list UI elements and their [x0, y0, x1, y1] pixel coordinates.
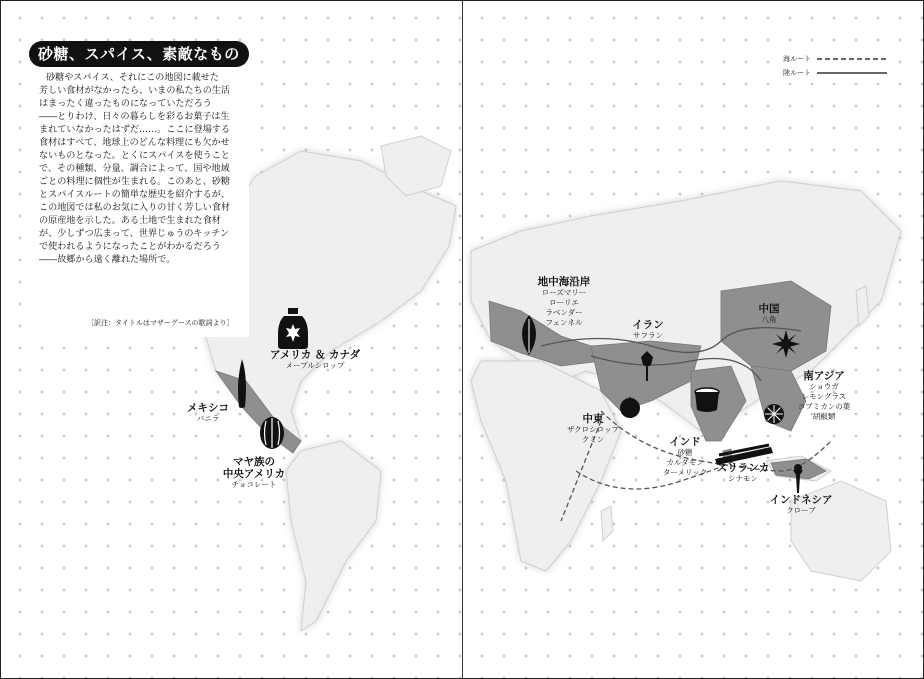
label-iran: [626, 319, 670, 341]
region-item: シナモン: [728, 474, 758, 483]
region-item: カルダモン: [666, 458, 704, 467]
label-america-canada: [267, 349, 363, 371]
region-item: ショウガ: [809, 382, 839, 391]
region-item: 胡椒類: [812, 412, 836, 421]
saffron-flower-icon: [635, 347, 659, 383]
body-line: 食材はすべて、地球上のどんな料理にも欠かせ: [39, 138, 230, 148]
region-name: 南アジア: [803, 370, 845, 382]
region-name: 中国: [758, 303, 780, 315]
label-south-asia: [791, 370, 857, 422]
region-name: 中東: [582, 413, 604, 425]
region-item: ターメリック: [662, 468, 708, 477]
land-route-swatch: [817, 71, 887, 75]
region-name: 地中海沿岸: [537, 276, 591, 288]
region-item: ローリエ: [549, 298, 579, 307]
land-route-label: 陸ルート: [783, 69, 811, 77]
madagascar-shape: [601, 506, 613, 541]
region-item: ローズマリー: [541, 288, 587, 297]
region-name: イラン: [632, 319, 664, 331]
region-item: バニラ: [196, 414, 220, 423]
region-name: インドネシア: [769, 494, 833, 506]
body-line: この地図では私のお気に入りの甘く芳しい食材: [39, 203, 230, 213]
body-line: 芳しい食材がなかったら、いまの私たちの生活: [39, 86, 230, 96]
page-gutter: [462, 1, 463, 678]
region-item: コブミカンの葉: [797, 402, 851, 411]
region-name: マヤ族の: [233, 456, 275, 468]
route-legend: [781, 51, 889, 83]
cacao-pod-icon: [257, 415, 287, 451]
sea-route-swatch: [817, 57, 887, 61]
label-china: [751, 303, 787, 325]
spice-pot-icon: [693, 386, 721, 414]
region-name: アメリカ ＆ カナダ: [269, 349, 361, 361]
region-name: 中央アメリカ: [222, 468, 286, 480]
body-line: ごとの料理に個性が生まれる。このあと、砂糖: [39, 177, 230, 187]
body-line: はまったく違ったものになっていただろう: [39, 99, 212, 109]
region-name: スリランカ: [716, 462, 770, 474]
label-maya: [217, 456, 291, 490]
article-title: 砂糖、スパイス、素敵なもの: [29, 41, 249, 67]
region-item: クミン: [581, 435, 605, 444]
body-line: 砂糖やスパイス、それにこの地図に載せた: [46, 73, 219, 83]
label-india: [655, 436, 715, 478]
region-item: 八角: [761, 315, 777, 324]
star-anise-icon: [771, 329, 801, 359]
region-name: メキシコ: [187, 402, 229, 414]
body-line: まれていなかったはずだ……。ここに登場する: [39, 125, 230, 135]
body-line: ――とりわけ、日々の暮らしを彩るお菓子は生: [39, 112, 230, 122]
label-sri-lanka: [713, 462, 773, 484]
sea-route-label: 海ルート: [783, 55, 811, 63]
body-line: で使われるようになったことがわかるだろう: [39, 242, 221, 252]
region-item: 砂糖: [677, 448, 693, 457]
region-name: インド: [669, 436, 701, 448]
region-item: メープルシロップ: [285, 361, 345, 370]
region-item: レモングラス: [801, 392, 847, 401]
body-line: が、少しずつ広まって、世界じゅうのキッチン: [39, 229, 230, 239]
body-line: で、その種類、分量、調合によって、国や地域: [39, 164, 230, 174]
citrus-slice-icon: [763, 403, 785, 425]
body-line: ――故郷から遠く離れた場所で。: [39, 255, 176, 265]
region-item: ザクロシロップ: [566, 425, 620, 434]
translator-note: ［訳注：タイトルはマザーグースの歌詞より］: [87, 319, 234, 327]
region-item: クローブ: [786, 506, 816, 515]
region-item: サフラン: [633, 331, 663, 340]
vanilla-pod-icon: [233, 357, 251, 409]
label-mediterranean: [529, 276, 599, 328]
south-america-shape: [286, 441, 381, 631]
label-mexico: [183, 402, 233, 424]
africa-shape: [471, 361, 621, 571]
label-middle-east: [561, 413, 625, 445]
region-item: フェンネル: [545, 318, 583, 327]
region-item: ラベンダー: [545, 308, 583, 317]
region-item: チョコレート: [231, 480, 277, 489]
maple-syrup-bottle-icon: [276, 306, 310, 350]
label-indonesia: [763, 494, 839, 516]
body-line: ないものとなった。とくにスパイスを使うこと: [39, 151, 230, 161]
clove-icon: [790, 463, 806, 495]
body-line: とスパイスルートの簡単な歴史を紹介するが、: [39, 190, 230, 200]
body-line: の原産地を示した。ある土地で生まれた食材: [39, 216, 221, 226]
